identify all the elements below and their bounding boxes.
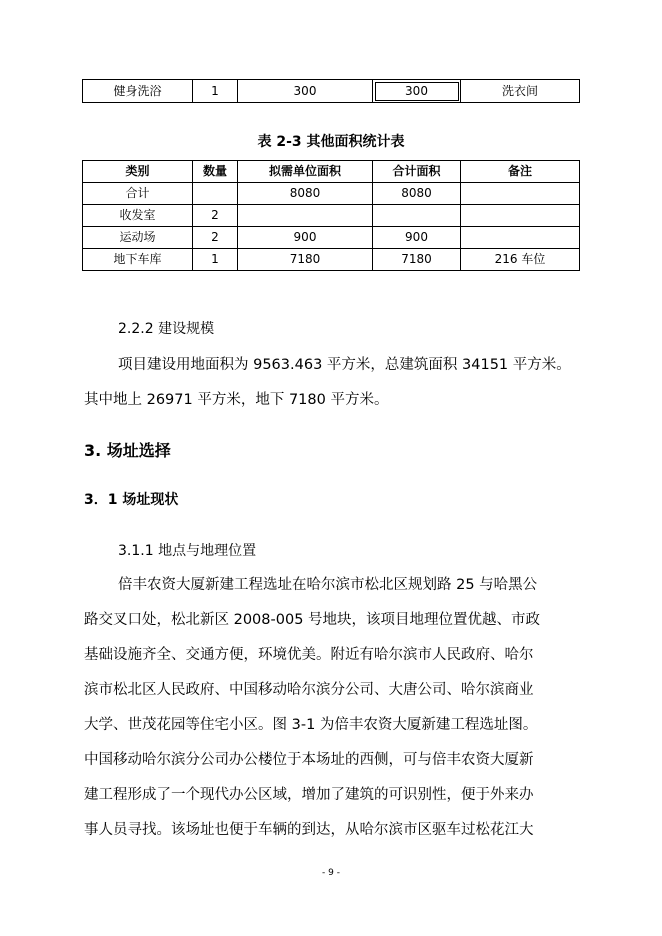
table-cell: 收发室 [83, 205, 193, 227]
table-cell: 216 车位 [461, 249, 580, 271]
heading-section-3-1: 3．1 场址现状 [84, 492, 179, 508]
table-cell: 2 [193, 227, 238, 249]
area-statistics-table [82, 160, 580, 271]
table-cell: 900 [238, 227, 373, 249]
table-cell: 1 [193, 80, 238, 103]
body-text-line: 滨市松北区人民政府、中国移动哈尔滨分公司、大唐公司、哈尔滨商业 [84, 682, 534, 698]
section-2-2-2-title: 2.2.2 建设规模 [118, 321, 215, 337]
body-text-line: 倍丰农资大厦新建工程选址在哈尔滨市松北区规划路 25 与哈黑公 [118, 577, 538, 593]
table-row [83, 205, 580, 227]
body-text-line: 项目建设用地面积为 9563.463 平方米，总建筑面积 34151 平方米。 [118, 357, 571, 373]
table-cell [461, 205, 580, 227]
table-cell: 300 [238, 80, 373, 103]
table-row [83, 80, 580, 103]
body-text-line: 事人员寻找。该场址也便于车辆的到达，从哈尔滨市区驱车过松花江大 [84, 822, 534, 838]
table-cell: 健身洗浴 [83, 80, 193, 103]
table-cell: 7180 [238, 249, 373, 271]
column-header: 类别 [83, 161, 193, 183]
column-header: 备注 [461, 161, 580, 183]
table-cell: 洗衣间 [461, 80, 580, 103]
table-cell: 合计 [83, 183, 193, 205]
heading-section-3: 3. 场址选择 [84, 441, 171, 460]
table-cell: 8080 [238, 183, 373, 205]
body-text-line: 其中地上 26971 平方米，地下 7180 平方米。 [84, 392, 389, 408]
table-row [83, 249, 580, 271]
column-header: 合计面积 [373, 161, 461, 183]
table-row [83, 227, 580, 249]
table-header-row [83, 161, 580, 183]
table-cell: 2 [193, 205, 238, 227]
table-row [83, 183, 580, 205]
table-cell: 运动场 [83, 227, 193, 249]
column-header: 拟需单位面积 [238, 161, 373, 183]
body-text-line: 大学、世茂花园等住宅小区。图 3-1 为倍丰农资大厦新建工程选址图。 [84, 717, 538, 733]
top-table-fragment [82, 79, 580, 103]
column-header: 数量 [193, 161, 238, 183]
table-cell: 地下车库 [83, 249, 193, 271]
body-text-line: 建工程形成了一个现代办公区域，增加了建筑的可识别性，便于外来办 [84, 787, 534, 803]
table-cell: 900 [373, 227, 461, 249]
page-number: - 9 - [322, 868, 340, 878]
table-cell: 1 [193, 249, 238, 271]
table-cell [193, 183, 238, 205]
table-cell [373, 205, 461, 227]
section-3-1-1-title: 3.1.1 地点与地理位置 [118, 543, 257, 559]
table-cell [461, 227, 580, 249]
table-caption: 表 2-3 其他面积统计表 [257, 134, 405, 150]
table-cell [461, 183, 580, 205]
body-text-line: 路交叉口处，松北新区 2008-005 号地块，该项目地理位置优越、市政 [84, 612, 541, 628]
table-cell [238, 205, 373, 227]
table-cell: 7180 [373, 249, 461, 271]
table-cell: 8080 [373, 183, 461, 205]
table-cell: 300 [373, 80, 461, 103]
body-text-line: 基础设施齐全、交通方便，环境优美。附近有哈尔滨市人民政府、哈尔 [84, 647, 534, 663]
body-text-line: 中国移动哈尔滨分公司办公楼位于本场址的西侧，可与倍丰农资大厦新 [84, 752, 534, 768]
